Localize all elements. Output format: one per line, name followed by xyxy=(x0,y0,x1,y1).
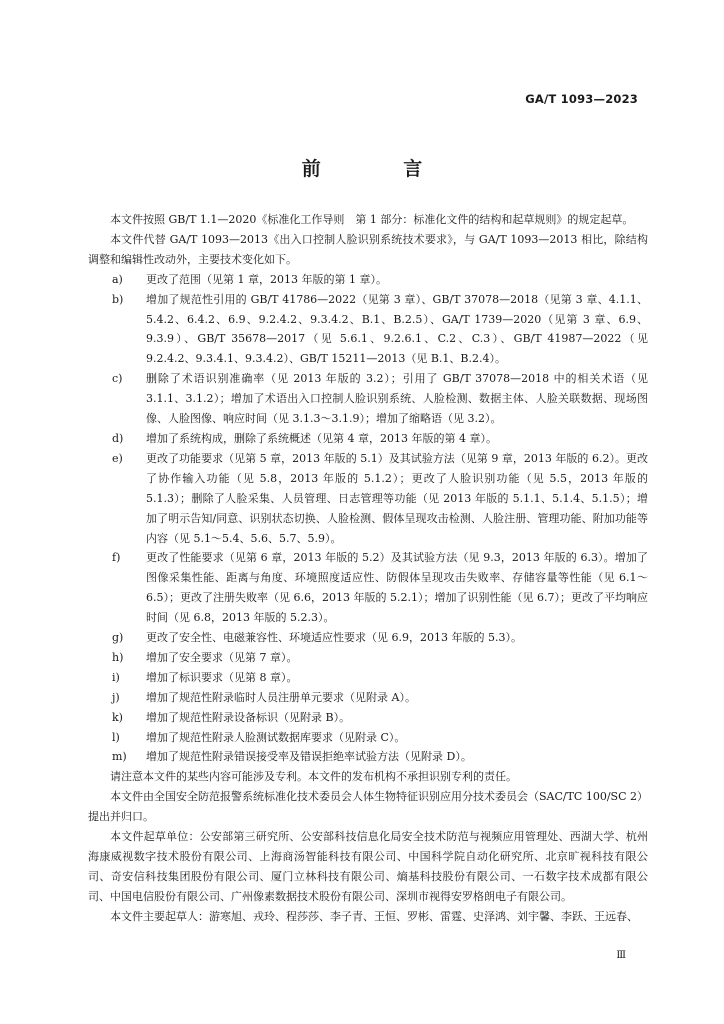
list-marker: b) xyxy=(112,292,124,306)
list-item-text: 增加了安全要求（见第 7 章）。 xyxy=(146,650,298,664)
list-marker: c) xyxy=(112,372,123,386)
proposer-paragraph: 本文件由全国安全防范报警系统标准化技术委员会人体生物特征识别应用分技术委员会（SAC/TC 100/SC 2）提出并归口。 xyxy=(88,790,648,824)
list-marker: e) xyxy=(112,451,123,465)
list-item-text: 更改了性能要求（见第 6 章，2013 年版的 5.2）及其试验方法（见 9.3，2013 年版的 6.3）。增加了图像采集性能、距离与角度、环境照度适应性、防假体呈现攻击失败率、存储容量等性能（见 6.1～6.5）；更改了注册失败率（见 6.6，2013 年版的 5.2.1）；增加了识别性能（见 6.7）；更改了平均响应时间（见 6.8，2013 年版的 5.2.3）。 xyxy=(146,551,648,625)
patent-notice: 请注意本文件的某些内容可能涉及专利。本文件的发布机构不承担识别专利的责任。 xyxy=(110,770,517,784)
list-item-text: 增加了规范性引用的 GB/T 41786—2022（见第 3 章）、GB/T 37078—2018（见第 3 章、4.1.1、5.4.2、6.4.2、6.9、9.2.4.2、9.3.4.2、B.1、B.2.5）、GA/T 1739—2020（见第 3 章、6.9、9.3.9）、GB/T 35678—2017（见 5.6.1、9.2.6.1、C.2、C.3）、GB/T 41987—2022（见 9.2.4.2、9.3.4.1、9.3.4.2）、GB/T 15211—2013（见 B.1、B.2.4）。 xyxy=(146,292,648,366)
list-item xyxy=(88,688,648,708)
list-marker: j) xyxy=(112,690,120,704)
list-item-text: 增加了规范性附录错误接受率及错误拒绝率试验方法（见附录 D）。 xyxy=(146,750,472,764)
intro-paragraph-2: 本文件代替 GA/T 1093—2013《出入口控制人脸识别系统技术要求》，与 GA/T 1093—2013 相比，除结构调整和编辑性改动外，主要技术变化如下。 xyxy=(88,232,648,266)
page-title: 前 言 xyxy=(301,158,461,180)
list-item-text: 增加了规范性附录设备标识（见附录 B）。 xyxy=(146,710,351,724)
list-marker: d) xyxy=(112,431,124,445)
list-item xyxy=(88,728,648,748)
list-item-text: 增加了标识要求（见第 8 章）。 xyxy=(146,670,298,684)
list-marker: a) xyxy=(112,272,123,286)
list-item-text: 增加了系统构成，删除了系统概述（见第 4 章，2013 年版的第 4 章）。 xyxy=(146,431,497,445)
list-item xyxy=(88,270,648,290)
list-item xyxy=(88,628,648,648)
list-marker: h) xyxy=(112,650,124,664)
list-item-text: 增加了规范性附录人脸测试数据库要求（见附录 C）。 xyxy=(146,730,406,744)
list-marker: f) xyxy=(112,551,121,565)
document-body xyxy=(88,210,648,927)
list-marker: l) xyxy=(112,730,120,744)
list-item-text: 增加了规范性附录临时人员注册单元要求（见附录 A）。 xyxy=(146,690,416,704)
list-item xyxy=(88,290,648,370)
list-item-text: 删除了术语识别准确率（见 2013 年版的 3.2）；引用了 GB/T 37078—2018 中的相关术语（见 3.1.1、3.1.2）；增加了术语出入口控制人脸识别系统、人脸检测、数据主体、人脸关联数据、现场图像、人脸图像、响应时间（见 3.1.3～3.1.9）；增加了缩略语（见 3.2）。 xyxy=(146,372,648,426)
change-list xyxy=(88,270,648,768)
list-item xyxy=(88,429,648,449)
list-item-text: 更改了安全性、电磁兼容性、环境适应性要求（见 6.9，2013 年版的 5.3）。 xyxy=(146,631,522,645)
list-item xyxy=(88,668,648,688)
list-item xyxy=(88,369,648,429)
list-marker: m) xyxy=(112,750,127,764)
list-item xyxy=(88,648,648,668)
document-code: GA/T 1093—2023 xyxy=(525,92,638,106)
list-item xyxy=(88,548,648,628)
list-marker: k) xyxy=(112,710,123,724)
list-item xyxy=(88,747,648,767)
drafters-paragraph: 本文件主要起草人：游寒旭、戎玲、程莎莎、李子青、王恒、罗彬、雷霆、史泽鸿、刘宇馨、李跃、王远春、 xyxy=(110,909,638,923)
list-item xyxy=(88,708,648,728)
list-item xyxy=(88,449,648,549)
intro-paragraph-1: 本文件按照 GB/T 1.1—2020《标准化工作导则 第 1 部分：标准化文件的结构和起草规则》的规定起草。 xyxy=(110,213,634,226)
drafting-units-paragraph: 本文件起草单位：公安部第三研究所、公安部科技信息化局安全技术防范与视频应用管理处、西湖大学、杭州海康威视数字技术股份有限公司、上海商汤智能科技有限公司、中国科学院自动化研究所、北京旷视科技有限公司、奇安信科技集团股份有限公司、厦门立林科技有限公司、熵基科技股份有限公司、一石数字技术成都有限公司、中国电信股份有限公司、广州像素数据技术股份有限公司、深圳市视得安罗格朗电子有限公司。 xyxy=(88,830,648,903)
list-item-text: 更改了功能要求（见第 5 章，2013 年版的 5.1）及其试验方法（见第 9 章，2013 年版的 6.2）。更改了协作输入功能（见 5.8，2013 年版的 5.1.2）；更改了人脸识别功能（见 5.5，2013 年版的 5.1.3）；删除了人脸采集、人员管理、日志管理等功能（见 2013 年版的 5.1.1、5.1.4、5.1.5）；增加了明示告知/同意、识别状态切换、人脸检测、假体呈现攻击检测、人脸注册、管理功能、附加功能等内容（见 5.1～5.4、5.6、5.7、5.9）。 xyxy=(146,451,648,545)
page-number: Ⅲ xyxy=(616,950,626,961)
list-item-text: 更改了范围（见第 1 章，2013 年版的第 1 章）。 xyxy=(146,272,387,286)
list-marker: i) xyxy=(112,670,120,684)
list-marker: g) xyxy=(112,631,124,645)
